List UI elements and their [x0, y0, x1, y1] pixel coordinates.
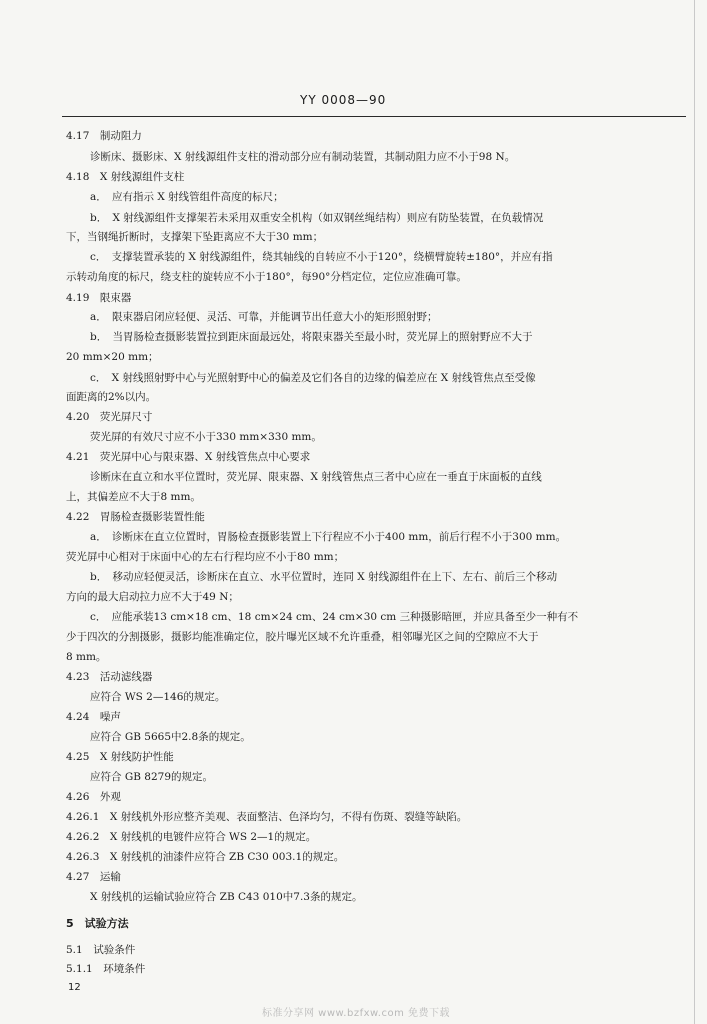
- clause-heading-4-23: 4.23 活动滤线器: [66, 671, 153, 683]
- list-item-continuation: 面距离的2%以内。: [66, 391, 157, 403]
- clause-heading-4-20: 4.20 荧光屏尺寸: [66, 411, 153, 423]
- paragraph-line: 应符合 GB 8279的规定。: [90, 771, 214, 783]
- list-item-continuation: 方向的最大启动拉力应不大于49 N；: [66, 591, 239, 603]
- clause-heading-4-18: 4.18 X 射线源组件支柱: [66, 171, 185, 183]
- paragraph-line: 荧光屏的有效尺寸应不小于330 mm×330 mm。: [90, 431, 322, 443]
- header-rule: [62, 116, 686, 117]
- paragraph-line: 诊断床在直立和水平位置时，荧光屏、限束器、X 射线管焦点三者中心应在一垂直于床面板的直线: [90, 471, 542, 483]
- list-item-continuation: 示转动角度的标尺，绕支柱的旋转应不小于180°，每90°分档定位，定位应准确可靠。: [66, 271, 467, 283]
- subclause-line: 4.26.2 X 射线机的电镀件应符合 WS 2—1的规定。: [66, 831, 317, 843]
- paragraph-line: 诊断床、摄影床、X 射线源组件支柱的滑动部分应有制动装置，其制动阻力应不小于98 N。: [90, 151, 516, 163]
- paragraph-line: 应符合 WS 2—146的规定。: [90, 691, 226, 703]
- paragraph-line: 应符合 GB 5665中2.8条的规定。: [90, 731, 251, 743]
- list-item-line: a． 应有指示 X 射线管组件高度的标尺；: [90, 191, 284, 203]
- page-number: 12: [68, 982, 81, 993]
- watermark: 标准分享网 www.bzfxw.com 免费下载: [262, 1008, 450, 1019]
- clause-heading-4-26: 4.26 外观: [66, 791, 121, 803]
- list-item-line: c． 应能承装13 cm×18 cm、18 cm×24 cm、24 cm×30 cm 三种摄影暗匣，并应具备至少一种有不: [90, 611, 579, 623]
- clause-heading-4-19: 4.19 限束器: [66, 292, 132, 304]
- list-item-line: a． 限束器启闭应轻便、灵活、可靠，并能调节出任意大小的矩形照射野；: [90, 311, 438, 323]
- section-heading-5: 5 试验方法: [66, 917, 129, 930]
- list-item-line: c． 支撑装置承装的 X 射线源组件，绕其轴线的自转应不小于120°，绕横臂旋转±180°，并应有指: [90, 251, 553, 263]
- standard-code-header: YY 0008—90: [300, 93, 387, 107]
- clause-heading-4-25: 4.25 X 射线防护性能: [66, 751, 174, 763]
- paragraph-line: X 射线机的运输试验应符合 ZB C43 010中7.3条的规定。: [90, 891, 363, 903]
- page-edge-line: [694, 0, 695, 1024]
- subclause-line: 4.26.3 X 射线机的油漆件应符合 ZB C30 003.1的规定。: [66, 851, 345, 863]
- clause-heading-4-22: 4.22 胃肠检查摄影装置性能: [66, 511, 205, 523]
- clause-heading-4-27: 4.27 运输: [66, 871, 121, 883]
- list-item-line: b． X 射线源组件支撑架若未采用双重安全机构（如双钢丝绳结构）则应有防坠装置，在负载情况: [90, 212, 544, 224]
- clause-heading-5-1: 5.1 试验条件: [66, 944, 136, 956]
- list-item-line: a． 诊断床在直立位置时，胃肠检查摄影装置上下行程应不小于400 mm，前后行程不小于300 mm。: [90, 531, 567, 543]
- list-item-continuation: 下，当钢绳折断时，支撑架下坠距离应不大于30 mm；: [66, 231, 324, 243]
- clause-heading-4-21: 4.21 荧光屏中心与限束器、X 射线管焦点中心要求: [66, 451, 311, 463]
- list-item-line: b． 移动应轻便灵活，诊断床在直立、水平位置时，连同 X 射线源组件在上下、左右、前后三个移动: [90, 571, 558, 583]
- clause-heading-5-1-1: 5.1.1 环境条件: [66, 963, 146, 975]
- clause-heading-4-24: 4.24 噪声: [66, 711, 121, 723]
- subclause-line: 4.26.1 X 射线机外形应整齐美观、表面整洁、色泽均匀，不得有伤斑、裂缝等缺陷。: [66, 811, 468, 823]
- list-item-continuation: 荧光屏中心相对于床面中心的左右行程均应不小于80 mm；: [66, 551, 345, 563]
- list-item-continuation: 8 mm。: [66, 651, 107, 663]
- list-item-continuation: 少于四次的分割摄影，摄影均能准确定位，胶片曝光区域不允许重叠，相邻曝光区之间的空隙应不大于: [66, 631, 539, 643]
- list-item-line: b． 当胃肠检查摄影装置拉到距床面最远处，将限束器关至最小时，荧光屏上的照射野应不大于: [90, 331, 533, 343]
- list-item-line: c． X 射线照射野中心与光照射野中心的偏差及它们各自的边缘的偏差应在 X 射线管焦点至受像: [90, 372, 536, 384]
- paragraph-continuation: 上，其偏差应不大于8 mm。: [66, 491, 201, 503]
- clause-heading-4-17: 4.17 制动阻力: [66, 130, 142, 142]
- list-item-continuation: 20 mm×20 mm；: [66, 351, 159, 363]
